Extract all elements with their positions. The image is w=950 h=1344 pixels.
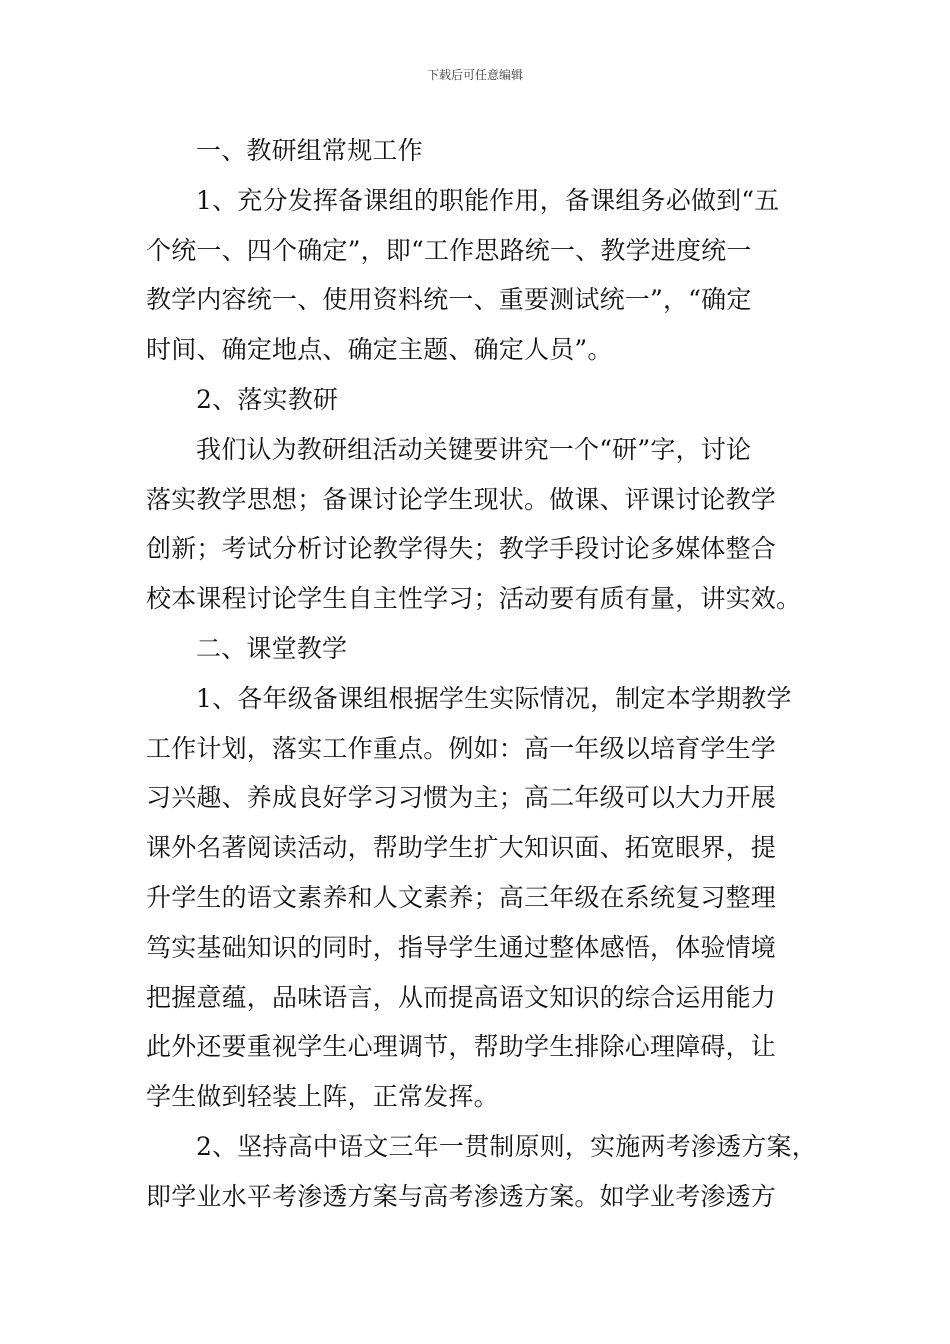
document-body xyxy=(146,126,817,1222)
text-line: 此外还要重视学生心理调节，帮助学生排除心理障碍，让 xyxy=(146,1032,777,1062)
text-line: 1、各年级备课组根据学生实际情况，制定本学期教学 xyxy=(196,683,792,713)
header-note: 下载后可任意编辑 xyxy=(426,68,523,82)
text-line: 工作计划，落实工作重点。例如：高一年级以培育学生学 xyxy=(146,733,777,763)
text-line: 把握意蕴，品味语言，从而提高语文知识的综合运用能力 xyxy=(146,982,777,1012)
text-line: 即学业水平考渗透方案与高考渗透方案。如学业考渗透方 xyxy=(146,1181,777,1211)
text-line: 创新；考试分析讨论教学得失；教学手段讨论多媒体整合 xyxy=(146,534,777,564)
text-line: 校本课程讨论学生自主性学习；活动要有质有量，讲实效。 xyxy=(146,584,802,614)
text-line: 学生做到轻装上阵，正常发挥。 xyxy=(146,1082,499,1112)
text-line: 2、落实教研 xyxy=(196,384,339,414)
text-line: 升学生的语文素养和人文素养；高三年级在系统复习整理 xyxy=(146,882,777,912)
text-line: 笃实基础知识的同时，指导学生通过整体感悟，体验情境 xyxy=(146,932,777,962)
text-line: 课外名著阅读活动，帮助学生扩大知识面、拓宽眼界，提 xyxy=(146,833,777,863)
text-line: 习兴趣、养成良好学习习惯为主；高二年级可以大力开展 xyxy=(146,783,777,813)
text-line: 一、教研组常规工作 xyxy=(196,136,423,165)
text-line: 教学内容统一、使用资料统一、重要测试统一”，“确定 xyxy=(146,285,752,315)
text-line: 二、课堂教学 xyxy=(196,633,348,663)
text-line: 2、坚持高中语文三年一贯制原则，实施两考渗透方案， xyxy=(196,1131,817,1161)
text-line: 我们认为教研组活动关键要讲究一个“研”字，讨论 xyxy=(196,434,752,464)
text-line: 个统一、四个确定”，即“工作思路统一、教学进度统一 xyxy=(146,235,752,265)
text-line: 时间、确定地点、确定主题、确定人员”。 xyxy=(146,335,613,365)
text-line: 1、充分发挥备课组的职能作用，备课组务必做到“五 xyxy=(196,185,780,215)
text-line: 落实教学思想；备课讨论学生现状。做课、评课讨论教学 xyxy=(146,484,777,514)
